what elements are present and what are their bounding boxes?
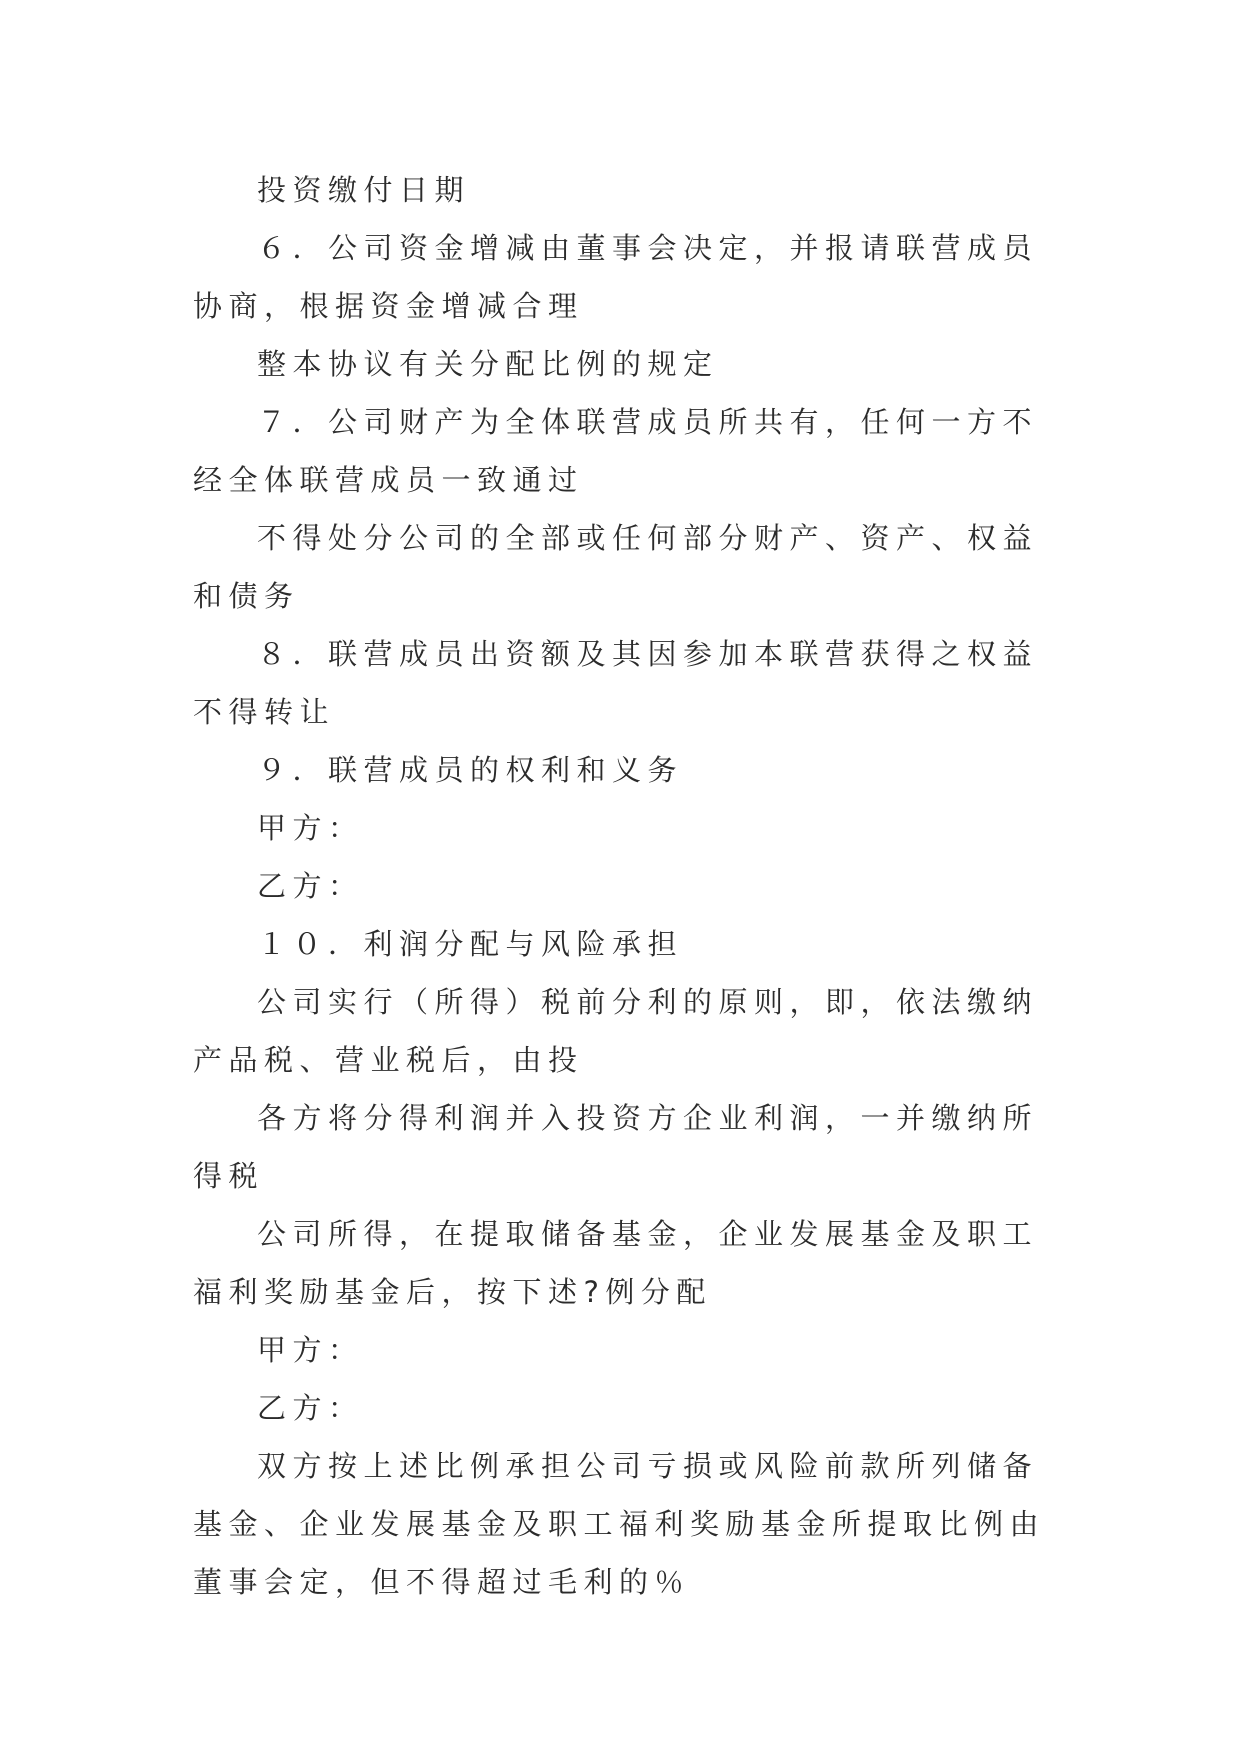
- paragraph-clause-10: １０．利润分配与风险承担: [257, 927, 684, 961]
- paragraph-party-a-2: 甲方：: [257, 1333, 364, 1367]
- paragraph-clause-7-cont: 不得处分公司的全部或任何部分财产、资产、权益和债务: [193, 521, 1039, 613]
- paragraph-clause-8: ８．联营成员出资额及其因参加本联营获得之权益不得转让: [193, 637, 1039, 729]
- paragraph-clause-7: ７．公司财产为全体联营成员所共有，任何一方不经全体联营成员一致通过: [193, 405, 1039, 497]
- document-body: [193, 161, 1053, 1611]
- paragraph-clause-6: ６．公司资金增减由董事会决定，并报请联营成员协商，根据资金增减合理: [193, 231, 1039, 323]
- paragraph-payment-date: 投资缴付日期: [257, 173, 471, 207]
- paragraph-party-a: 甲方：: [257, 811, 364, 845]
- paragraph-risk-sharing: 双方按上述比例承担公司亏损或风险前款所列储备基金、企业发展基金及职工福利奖励基金所提取比例由董事会定，但不得超过毛利的％: [193, 1449, 1046, 1599]
- paragraph-pretax-profit: 公司实行（所得）税前分利的原则，即，依法缴纳产品税、营业税后，由投: [193, 985, 1039, 1077]
- paragraph-profit-distribution: 公司所得，在提取储备基金，企业发展基金及职工福利奖励基金后，按下述?例分配: [193, 1217, 1039, 1309]
- paragraph-income-tax: 各方将分得利润并入投资方企业利润，一并缴纳所得税: [193, 1101, 1039, 1193]
- paragraph-clause-6-cont: 整本协议有关分配比例的规定: [257, 347, 719, 381]
- paragraph-party-b-2: 乙方：: [257, 1391, 364, 1425]
- paragraph-clause-9: ９．联营成员的权利和义务: [257, 753, 684, 787]
- paragraph-party-b: 乙方：: [257, 869, 364, 903]
